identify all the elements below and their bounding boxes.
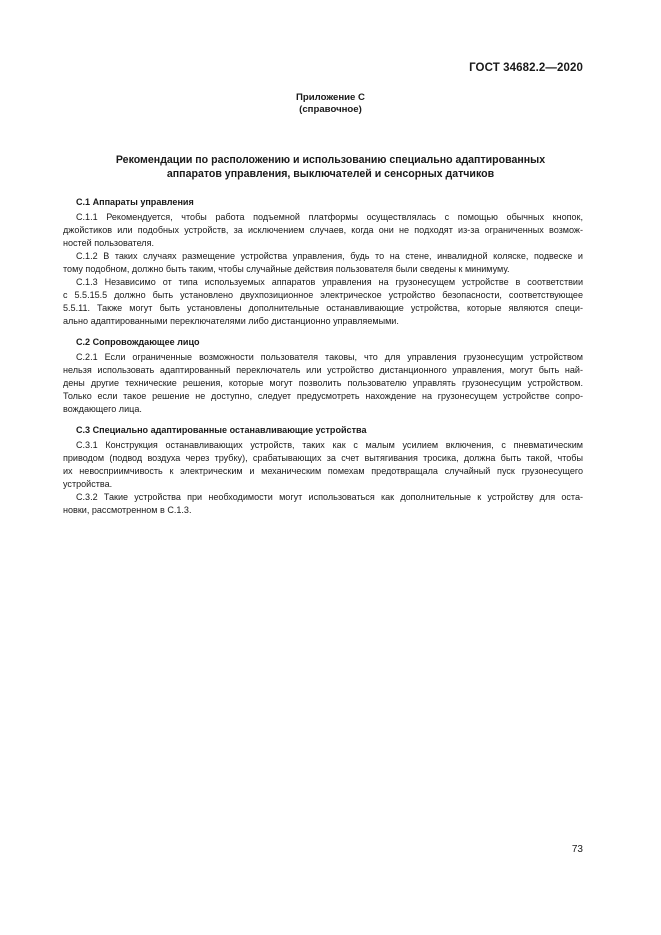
text-line: новки, рассмотренном в С.1.3. bbox=[63, 505, 192, 515]
paragraph bbox=[63, 250, 583, 276]
text-line: С.2.1 Если ограниченные возможности пользователя таковы, что для управления грузонесущим устройством bbox=[76, 352, 583, 362]
paragraph bbox=[63, 439, 583, 491]
section-heading: С.3 Специально адаптированные останавливающие устройства bbox=[76, 425, 367, 435]
document-body bbox=[63, 196, 583, 517]
annex-title: Приложение С bbox=[296, 92, 365, 103]
text-line: вождающего лица. bbox=[63, 404, 142, 414]
text-line: их невосприимчивость к электрическим и механическим помехам предотвращала случайный пуск грузонесущего bbox=[63, 466, 583, 476]
page-number: 73 bbox=[571, 844, 583, 855]
text-line: С.1.3 Независимо от типа используемых аппаратов управления на грузонесущем устройстве в соответствии bbox=[76, 277, 583, 287]
section-heading: С.1 Аппараты управления bbox=[76, 197, 194, 207]
annex-header bbox=[0, 92, 661, 116]
text-line: Только если такое решение не доступно, следует предусмотреть нахождение на грузонесущем устройстве сопро- bbox=[63, 391, 583, 401]
text-line: устройства. bbox=[63, 479, 113, 489]
paragraph bbox=[63, 276, 583, 328]
section-heading: С.2 Сопровождающее лицо bbox=[76, 337, 200, 347]
text-line: с 5.5.15.5 должно быть установлено двухпозиционное электрическое устройство безопасности, соответствующее bbox=[63, 290, 583, 300]
annex-status: (справочное) bbox=[299, 104, 362, 115]
text-line: дены другие технические решения, которые могут позволить пользователю управлять грузонесущим устройством. bbox=[63, 378, 583, 388]
text-line: тому подобном, должно быть таким, чтобы случайные действия пользователя были сведены к минимуму. bbox=[63, 264, 510, 274]
main-title-line: Рекомендации по расположению и использованию специально адаптированных bbox=[115, 154, 546, 166]
text-line: С.3.1 Конструкция останавливающих устройств, таких как с малым усилием включения, с пневматическим bbox=[76, 440, 583, 450]
paragraph bbox=[63, 351, 583, 416]
text-line: джойстиков или подобных устройств, за исключением случаев, когда они не подходят из-за ограниченных возмож- bbox=[63, 225, 583, 235]
text-line: С.3.2 Такие устройства при необходимости могут использоваться как дополнительные к устройству для оста- bbox=[76, 492, 583, 502]
text-line: приводом (подвод воздуха через трубку), срабатывающих за счет вытягивания тросика, должна быть такой, чтобы bbox=[63, 453, 583, 463]
text-line: С.1.1 Рекомендуется, чтобы работа подъемной платформы осуществлялась с помощью обычных кнопок, bbox=[76, 212, 583, 222]
document-code: ГОСТ 34682.2—2020 bbox=[469, 62, 583, 74]
text-line: С.1.2 В таких случаях размещение устройства управления, будь то на стене, инвалидной коляске, подвеске и bbox=[76, 251, 583, 261]
main-title bbox=[60, 153, 601, 181]
text-line: 5.5.11. Также могут быть установлены дополнительные останавливающие устройства, которые являются специ- bbox=[63, 303, 583, 313]
text-line: нельзя использовать адаптированный переключатель или устройство дистанционного управления, могут быть най- bbox=[63, 365, 583, 375]
text-line: ностей пользователя. bbox=[63, 238, 154, 248]
text-line: ально адаптированными переключателями либо дистанционно управляемыми. bbox=[63, 316, 399, 326]
paragraph bbox=[63, 211, 583, 250]
paragraph bbox=[63, 491, 583, 517]
main-title-line: аппаратов управления, выключателей и сенсорных датчиков bbox=[166, 168, 495, 180]
